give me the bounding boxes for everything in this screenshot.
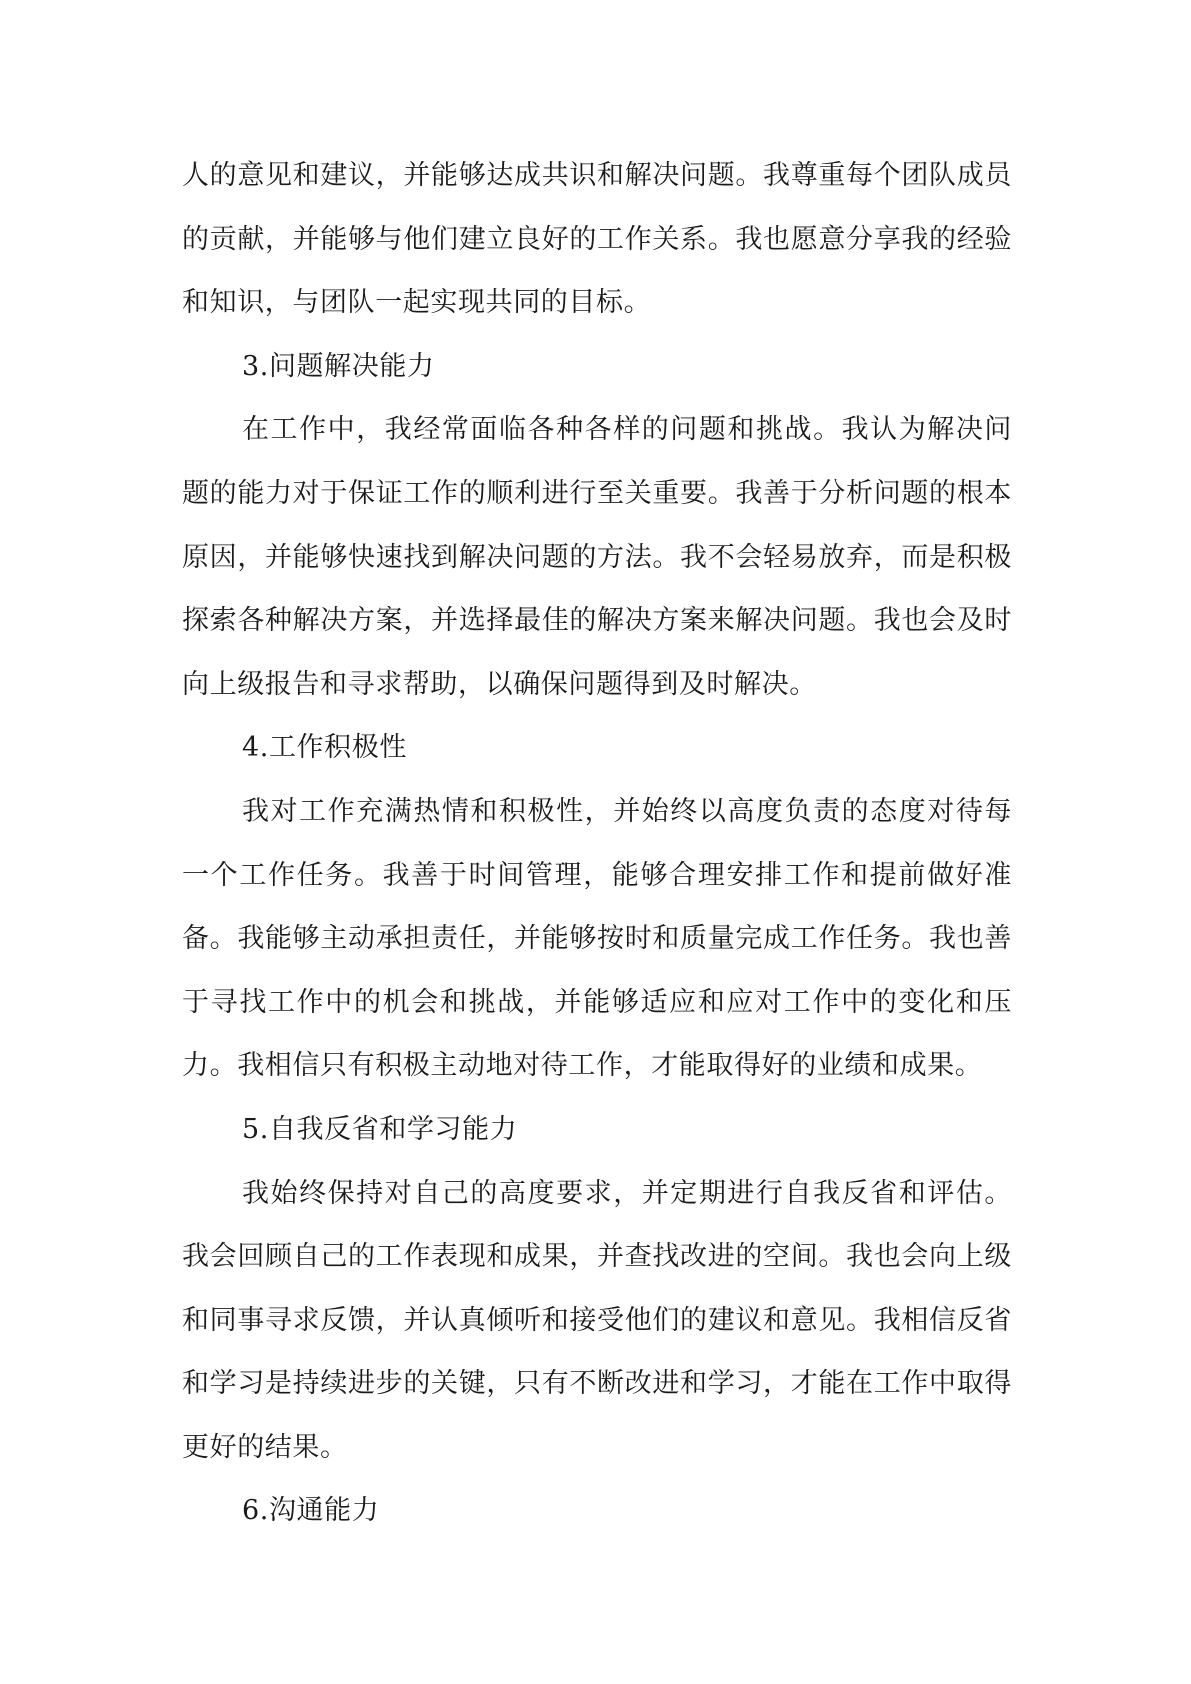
heading-work-enthusiasm: 4.工作积极性 [242, 732, 407, 764]
heading-communication: 6.沟通能力 [242, 1495, 380, 1527]
paragraph-self-reflection: 我始终保持对自己的高度要求，并定期进行自我反省和评估。我会回顾自己的工作表现和成果，并查找改进的空间。我也会向上级和同事寻求反馈，并认真倾听和接受他们的建议和意见。我相信反省和学习是持续进步的关键，只有不断改进和学习，才能在工作中取得更好的结果。 [182, 1177, 1012, 1463]
heading-self-reflection: 5.自我反省和学习能力 [242, 1113, 518, 1145]
document-body [182, 144, 1012, 1543]
paragraph-work-enthusiasm: 我对工作充满热情和积极性，并始终以高度负责的态度对待每一个工作任务。我善于时间管理，能够合理安排工作和提前做好准备。我能够主动承担责任，并能够按时和质量完成工作任务。我也善于寻找工作中的机会和挑战，并能够适应和应对工作中的变化和压力。我相信只有积极主动地对待工作，才能取得好的业绩和成果。 [182, 795, 1012, 1082]
paragraph-problem-solving: 在工作中，我经常面临各种各样的问题和挑战。我认为解决问题的能力对于保证工作的顺利进行至关重要。我善于分析问题的根本原因，并能够快速找到解决问题的方法。我不会轻易放弃，而是积极探索各种解决方案，并选择最佳的解决方案来解决问题。我也会及时向上级报告和寻求帮助，以确保问题得到及时解决。 [182, 414, 1012, 700]
heading-problem-solving: 3.问题解决能力 [242, 350, 435, 382]
paragraph-continued-teamwork: 人的意见和建议，并能够达成共识和解决问题。我尊重每个团队成员的贡献，并能够与他们建立良好的工作关系。我也愿意分享我的经验和知识，与团队一起实现共同的目标。 [182, 160, 1012, 319]
